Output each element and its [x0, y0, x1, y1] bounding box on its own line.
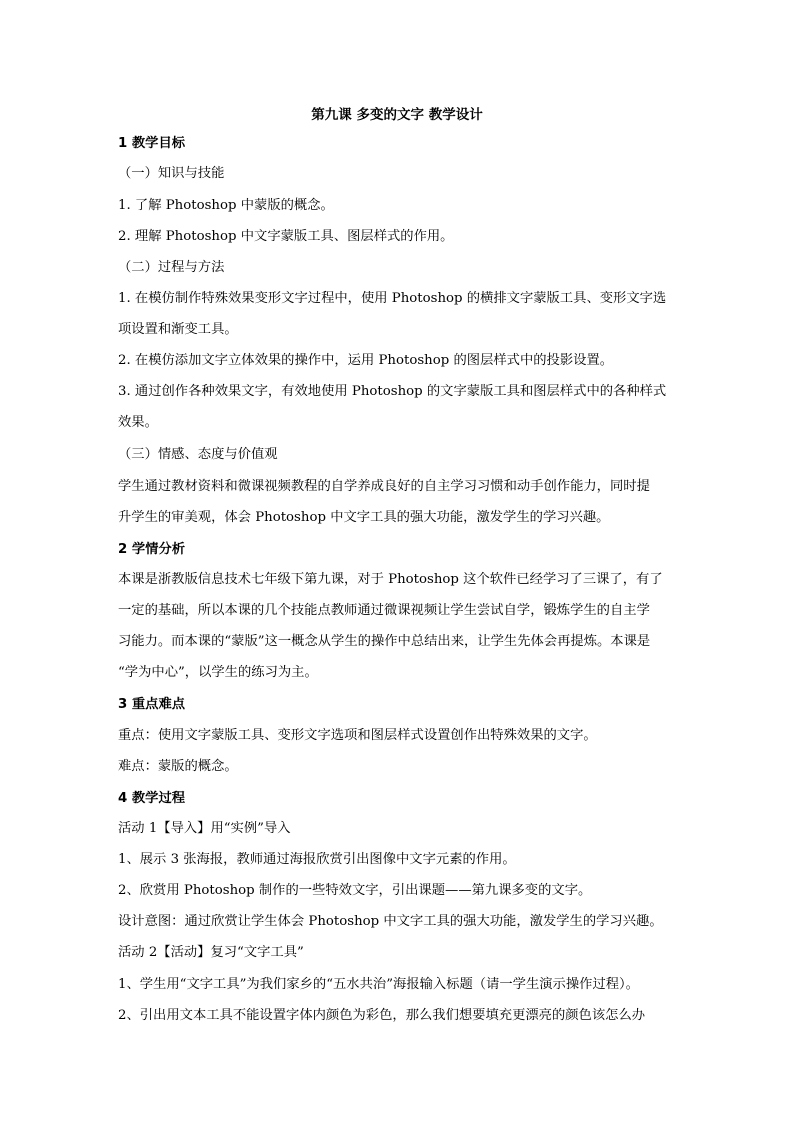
paragraph-line: 1、学生用“文字工具”为我们家乡的“五水共治”海报输入标题（请一学生演示操作过程）。 [118, 977, 639, 992]
paragraph-line: “学为中心”，以学生的练习为主。 [118, 665, 318, 680]
subheading-process-methods: （二）过程与方法 [118, 260, 225, 275]
paragraph-line: 1. 了解 Photoshop 中蒙版的概念。 [118, 198, 334, 213]
paragraph-line: 2、引出用文本工具不能设置字体内颜色为彩色，那么我们想要填充更漂亮的颜色该怎么办 [118, 1008, 646, 1023]
paragraph-line: 学生通过教材资料和微课视频教程的自学养成良好的自主学习习惯和动手创作能力，同时提 [118, 479, 650, 494]
paragraph-line: 2、欣赏用 Photoshop 制作的一些特效文字，引出课题——第九课多变的文字。 [118, 883, 592, 898]
paragraph-line: 习能力。而本课的“蒙版”这一概念从学生的操作中总结出来，让学生先体会再提炼。本课是 [118, 634, 651, 649]
paragraph-line: 2. 在模仿添加文字立体效果的操作中，运用 Photoshop 的图层样式中的投影设置。 [118, 353, 614, 368]
section-heading-process: 4 教学过程 [118, 791, 186, 806]
paragraph-line: 1. 在模仿制作特殊效果变形文字过程中，使用 Photoshop 的横排文字蒙版工具、变形文字选 [118, 291, 667, 306]
paragraph-line: 一定的基础，所以本课的几个技能点教师通过微课视频让学生尝试自学，锻炼学生的自主学 [118, 603, 650, 618]
subheading-emotion-values: （三）情感、态度与价值观 [118, 447, 278, 462]
paragraph-line: 难点：蒙版的概念。 [118, 759, 238, 774]
paragraph-line: 1、展示 3 张海报，教师通过海报欣赏引出图像中文字元素的作用。 [118, 852, 516, 867]
paragraph-line: 项设置和渐变工具。 [118, 322, 238, 337]
section-heading-objectives: 1 教学目标 [118, 136, 186, 151]
paragraph-line: 效果。 [118, 415, 158, 430]
paragraph-line: 设计意图：通过欣赏让学生体会 Photoshop 中文字工具的强大功能，激发学生的学习兴趣。 [118, 914, 663, 929]
paragraph-line: 3. 通过创作各种效果文字，有效地使用 Photoshop 的文字蒙版工具和图层样式中的各种样式 [118, 384, 667, 399]
section-heading-key-points: 3 重点难点 [118, 697, 186, 712]
activity-heading: 活动 2【活动】复习“文字工具” [118, 945, 304, 960]
paragraph-line: 2. 理解 Photoshop 中文字蒙版工具、图层样式的作用。 [118, 229, 454, 244]
document-title: 第九课 多变的文字 教学设计 [311, 107, 483, 123]
paragraph-line: 重点：使用文字蒙版工具、变形文字选项和图层样式设置创作出特殊效果的文字。 [118, 728, 597, 743]
activity-heading: 活动 1【导入】用“实例”导入 [118, 821, 291, 836]
subheading-knowledge-skills: （一）知识与技能 [118, 166, 225, 181]
paragraph-line: 本课是浙教版信息技术七年级下第九课，对于 Photoshop 这个软件已经学习了三课了，有了 [118, 572, 663, 587]
section-heading-analysis: 2 学情分析 [118, 542, 186, 557]
paragraph-line: 升学生的审美观，体会 Photoshop 中文字工具的强大功能，激发学生的学习兴趣。 [118, 510, 610, 525]
